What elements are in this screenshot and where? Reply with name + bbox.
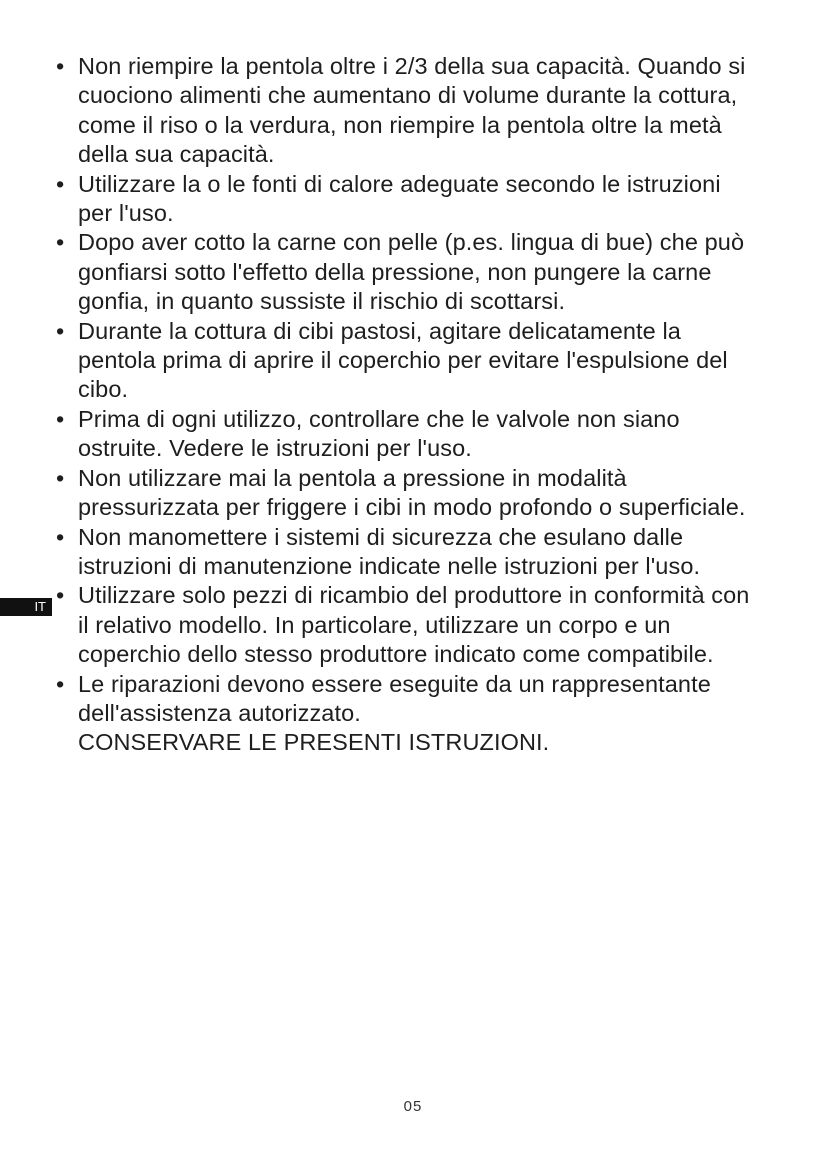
bullet-icon: • [56, 53, 65, 79]
bullet-icon: • [56, 170, 65, 197]
list-item-text: Non utilizzare mai la pentola a pressione in modalità pressurizzata per friggere i cibi in modo profondo o superficiale. [78, 464, 746, 521]
list-item-text: Prima di ogni utilizzo, controllare che le valvole non siano ostruite. Vedere le istruzioni per l'uso. [78, 405, 680, 462]
page-number: 05 [403, 1098, 423, 1115]
list-item-text: Non riempire la pentola oltre i 2/3 della sua capacità. Quando si cuociono alimenti che aumentano di volume durante la cottura, come il riso o la verdura, non riempire la pentola oltre la metà della sua capacità. [78, 53, 746, 168]
list-item [56, 464, 756, 523]
bullet-icon: • [56, 317, 65, 344]
list-item-text: Durante la cottura di cibi pastosi, agitare delicatamente la pentola prima di aprire il coperchio per evitare l'espulsione del cibo. [78, 317, 728, 403]
language-tab: IT [0, 598, 52, 616]
bullet-icon: • [56, 670, 65, 697]
list-item [56, 170, 756, 229]
bullet-icon: • [56, 523, 65, 550]
list-item [56, 228, 756, 316]
list-item [56, 52, 756, 170]
list-item [56, 581, 756, 669]
list-item-text: Non manomettere i sistemi di sicurezza che esulano dalle istruzioni di manutenzione indicate nelle istruzioni per l'uso. [78, 523, 701, 579]
closing-notice: CONSERVARE LE PRESENTI ISTRUZIONI. [78, 729, 550, 756]
bullet-icon: • [56, 405, 65, 432]
bullet-icon: • [56, 229, 65, 256]
list-item [56, 523, 756, 582]
list-item-text: Le riparazioni devono essere eseguite da un rappresentante dell'assistenza autorizzato. [78, 670, 711, 726]
safety-instructions-list [56, 52, 756, 758]
bullet-icon: • [56, 464, 65, 491]
list-item-text: Utilizzare solo pezzi di ricambio del produttore in conformità con il relativo modello. In particolare, utilizzare un corpo e un coperchio dello stesso produttore indicato come compatibile. [78, 582, 750, 668]
list-item [56, 317, 756, 405]
list-item [56, 405, 756, 464]
list-item-text: Utilizzare la o le fonti di calore adeguate secondo le istruzioni per l'uso. [78, 170, 721, 227]
list-item [56, 670, 756, 758]
bullet-icon: • [56, 582, 65, 609]
list-item-text: Dopo aver cotto la carne con pelle (p.es. lingua di bue) che può gonfiarsi sotto l'effetto della pressione, non pungere la carne gonfia, in quanto sussiste il rischio di scottarsi. [78, 229, 745, 315]
